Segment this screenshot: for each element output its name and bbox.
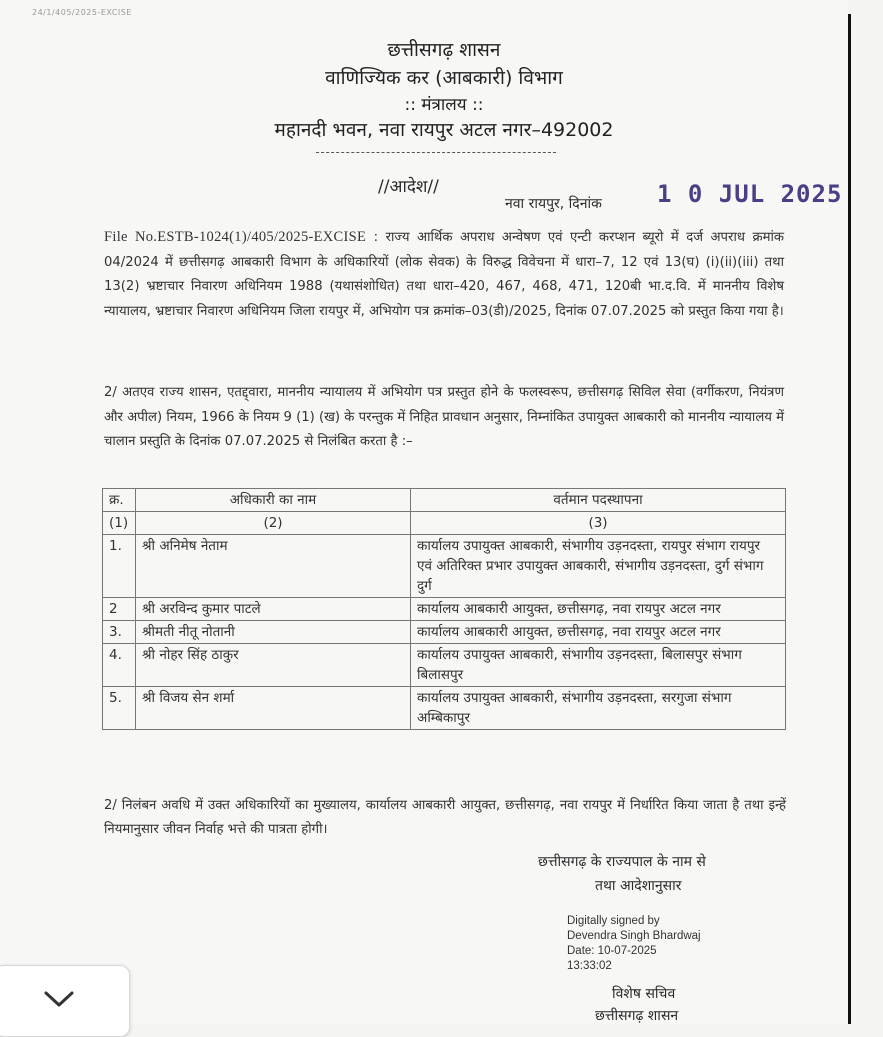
table-row — [103, 598, 786, 621]
closing-line-2: तथा आदेशानुसार — [595, 878, 682, 894]
header-serial: क्र. — [103, 489, 136, 512]
colnum-3: (3) — [411, 512, 786, 535]
signature-line-1: Digitally signed by — [567, 915, 660, 927]
closing-line-1: छत्तीसगढ़ के राज्यपाल के नाम से — [538, 854, 706, 870]
place-date-label: नवा रायपुर, दिनांक — [505, 196, 602, 212]
paragraph-2: 2/ अतएव राज्य शासन, एतद्द्वारा, माननीय न्यायालय में अभियोग पत्र प्रस्तुत होने के फलस्वरूप, छत्तीसगढ़ सिविल सेवा (वर्गीकरण, नियंत्रण और अपील) नियम, 1966 के नियम 9 (1) (ख) के परन्तुक में निहित प्रावधान अनुसार, निम्नांकित उपायुक्त आबकारी को माननीय न्यायालय में चालान प्रस्तुति के दिनांक 07.07.2025 से निलंबित करता है :– — [104, 385, 784, 449]
signer-designation: विशेष सचिव — [612, 986, 676, 1002]
row-officer-name: श्री विजय सेन शर्मा — [136, 687, 411, 730]
row-serial: 5. — [103, 687, 136, 730]
paragraph-1-text: : राज्य आर्थिक अपराध अन्वेषण एवं एन्टी करप्शन ब्यूरो में दर्ज अपराध क्रमांक 04/2024 में छत्तीसगढ़ आबकारी विभाग के अधिकारियों (लोक सेवक) के विरुद्ध विवेचना में धारा–7, 12 एवं 13(घ) (i)(ii)(iii) तथा 13(2) भ्रष्टाचार निवारण अधिनियम 1988 (यथासंशोधित) तथा धारा–420, 467, 468, 471, 120बी भा.द.वि. में माननीय विशेष न्यायालय, भ्रष्टाचार निवारण अधिनियम जिला रायपुर में, अभियोग पत्र क्रमांक–03(डी)/2025, दिनांक 07.07.2025 को प्रस्तुत किया गया है। — [104, 230, 784, 319]
officers-table — [102, 488, 786, 730]
page-edge-line — [848, 14, 851, 1024]
table-header-row — [103, 489, 786, 512]
row-officer-name: श्री नोहर सिंह ठाकुर — [136, 644, 411, 687]
order-title: //आदेश// — [378, 177, 439, 197]
header-government: छत्तीसगढ़ शासन — [387, 39, 501, 61]
file-number: File No.ESTB-1024(1)/405/2025-EXCISE — [104, 229, 367, 245]
signer-office: छत्तीसगढ़ शासन — [595, 1008, 679, 1024]
paragraph-3: 2/ निलंबन अवधि में उक्त अधिकारियों का मुख्यालय, कार्यालय आबकारी आयुक्त, छत्तीसगढ़, नवा रायपुर में निर्धारित किया जाता है तथा इन्हें नियमानुसार जीवन निर्वाह भत्ते की पात्रता होगी। — [104, 798, 786, 837]
signature-date: Date: 10-07-2025 — [567, 945, 657, 957]
date-stamp: 1 0 JUL 2025 — [657, 180, 843, 208]
table-colnum-row — [103, 512, 786, 535]
header-address: महानदी भवन, नवा रायपुर अटल नगर–492002 — [274, 119, 614, 141]
row-officer-name: श्रीमती नीतू नोतानी — [136, 621, 411, 644]
row-posting: कार्यालय उपायुक्त आबकारी, संभागीय उड़नदस्ता, सरगुजा संभाग अम्बिकापुर — [411, 687, 786, 730]
row-serial: 2 — [103, 598, 136, 621]
signature-signer: Devendra Singh Bhardwaj — [567, 930, 701, 942]
row-serial: 3. — [103, 621, 136, 644]
row-serial: 1. — [103, 535, 136, 598]
colnum-2: (2) — [136, 512, 411, 535]
row-posting: कार्यालय आबकारी आयुक्त, छत्तीसगढ़, नवा रायपुर अटल नगर — [411, 598, 786, 621]
row-officer-name: श्री अरविन्द कुमार पाटले — [136, 598, 411, 621]
row-officer-name: श्री अनिमेष नेताम — [136, 535, 411, 598]
signature-time: 13:33:02 — [567, 960, 612, 972]
row-posting: कार्यालय उपायुक्त आबकारी, संभागीय उड़नदस्ता, रायपुर संभाग रायपुर एवं अतिरिक्त प्रभार उपायुक्त आबकारी, संभागीय उड़नदस्ता, दुर्ग संभाग दुर्ग — [411, 535, 786, 598]
table-row — [103, 644, 786, 687]
row-posting: कार्यालय उपायुक्त आबकारी, संभागीय उड़नदस्ता, बिलासपुर संभाग बिलासपुर — [411, 644, 786, 687]
header-posting: वर्तमान पदस्थापना — [411, 489, 786, 512]
digital-signature — [567, 914, 701, 974]
chevron-down-icon — [43, 988, 75, 1010]
row-serial: 4. — [103, 644, 136, 687]
header-department: वाणिज्यिक कर (आबकारी) विभाग — [325, 67, 563, 89]
table-row — [103, 621, 786, 644]
header-officer-name: अधिकारी का नाम — [136, 489, 411, 512]
colnum-1: (1) — [103, 512, 136, 535]
row-posting: कार्यालय आबकारी आयुक्त, छत्तीसगढ़, नवा रायपुर अटल नगर — [411, 621, 786, 644]
paragraph-1 — [104, 225, 784, 324]
table-row — [103, 687, 786, 730]
header-ministry: :: मंत्रालय :: — [404, 95, 484, 115]
header-divider — [316, 152, 556, 153]
collapse-button[interactable] — [0, 965, 130, 1037]
top-reference: 24/1/405/2025-EXCISE — [32, 8, 132, 17]
table-row — [103, 535, 786, 598]
